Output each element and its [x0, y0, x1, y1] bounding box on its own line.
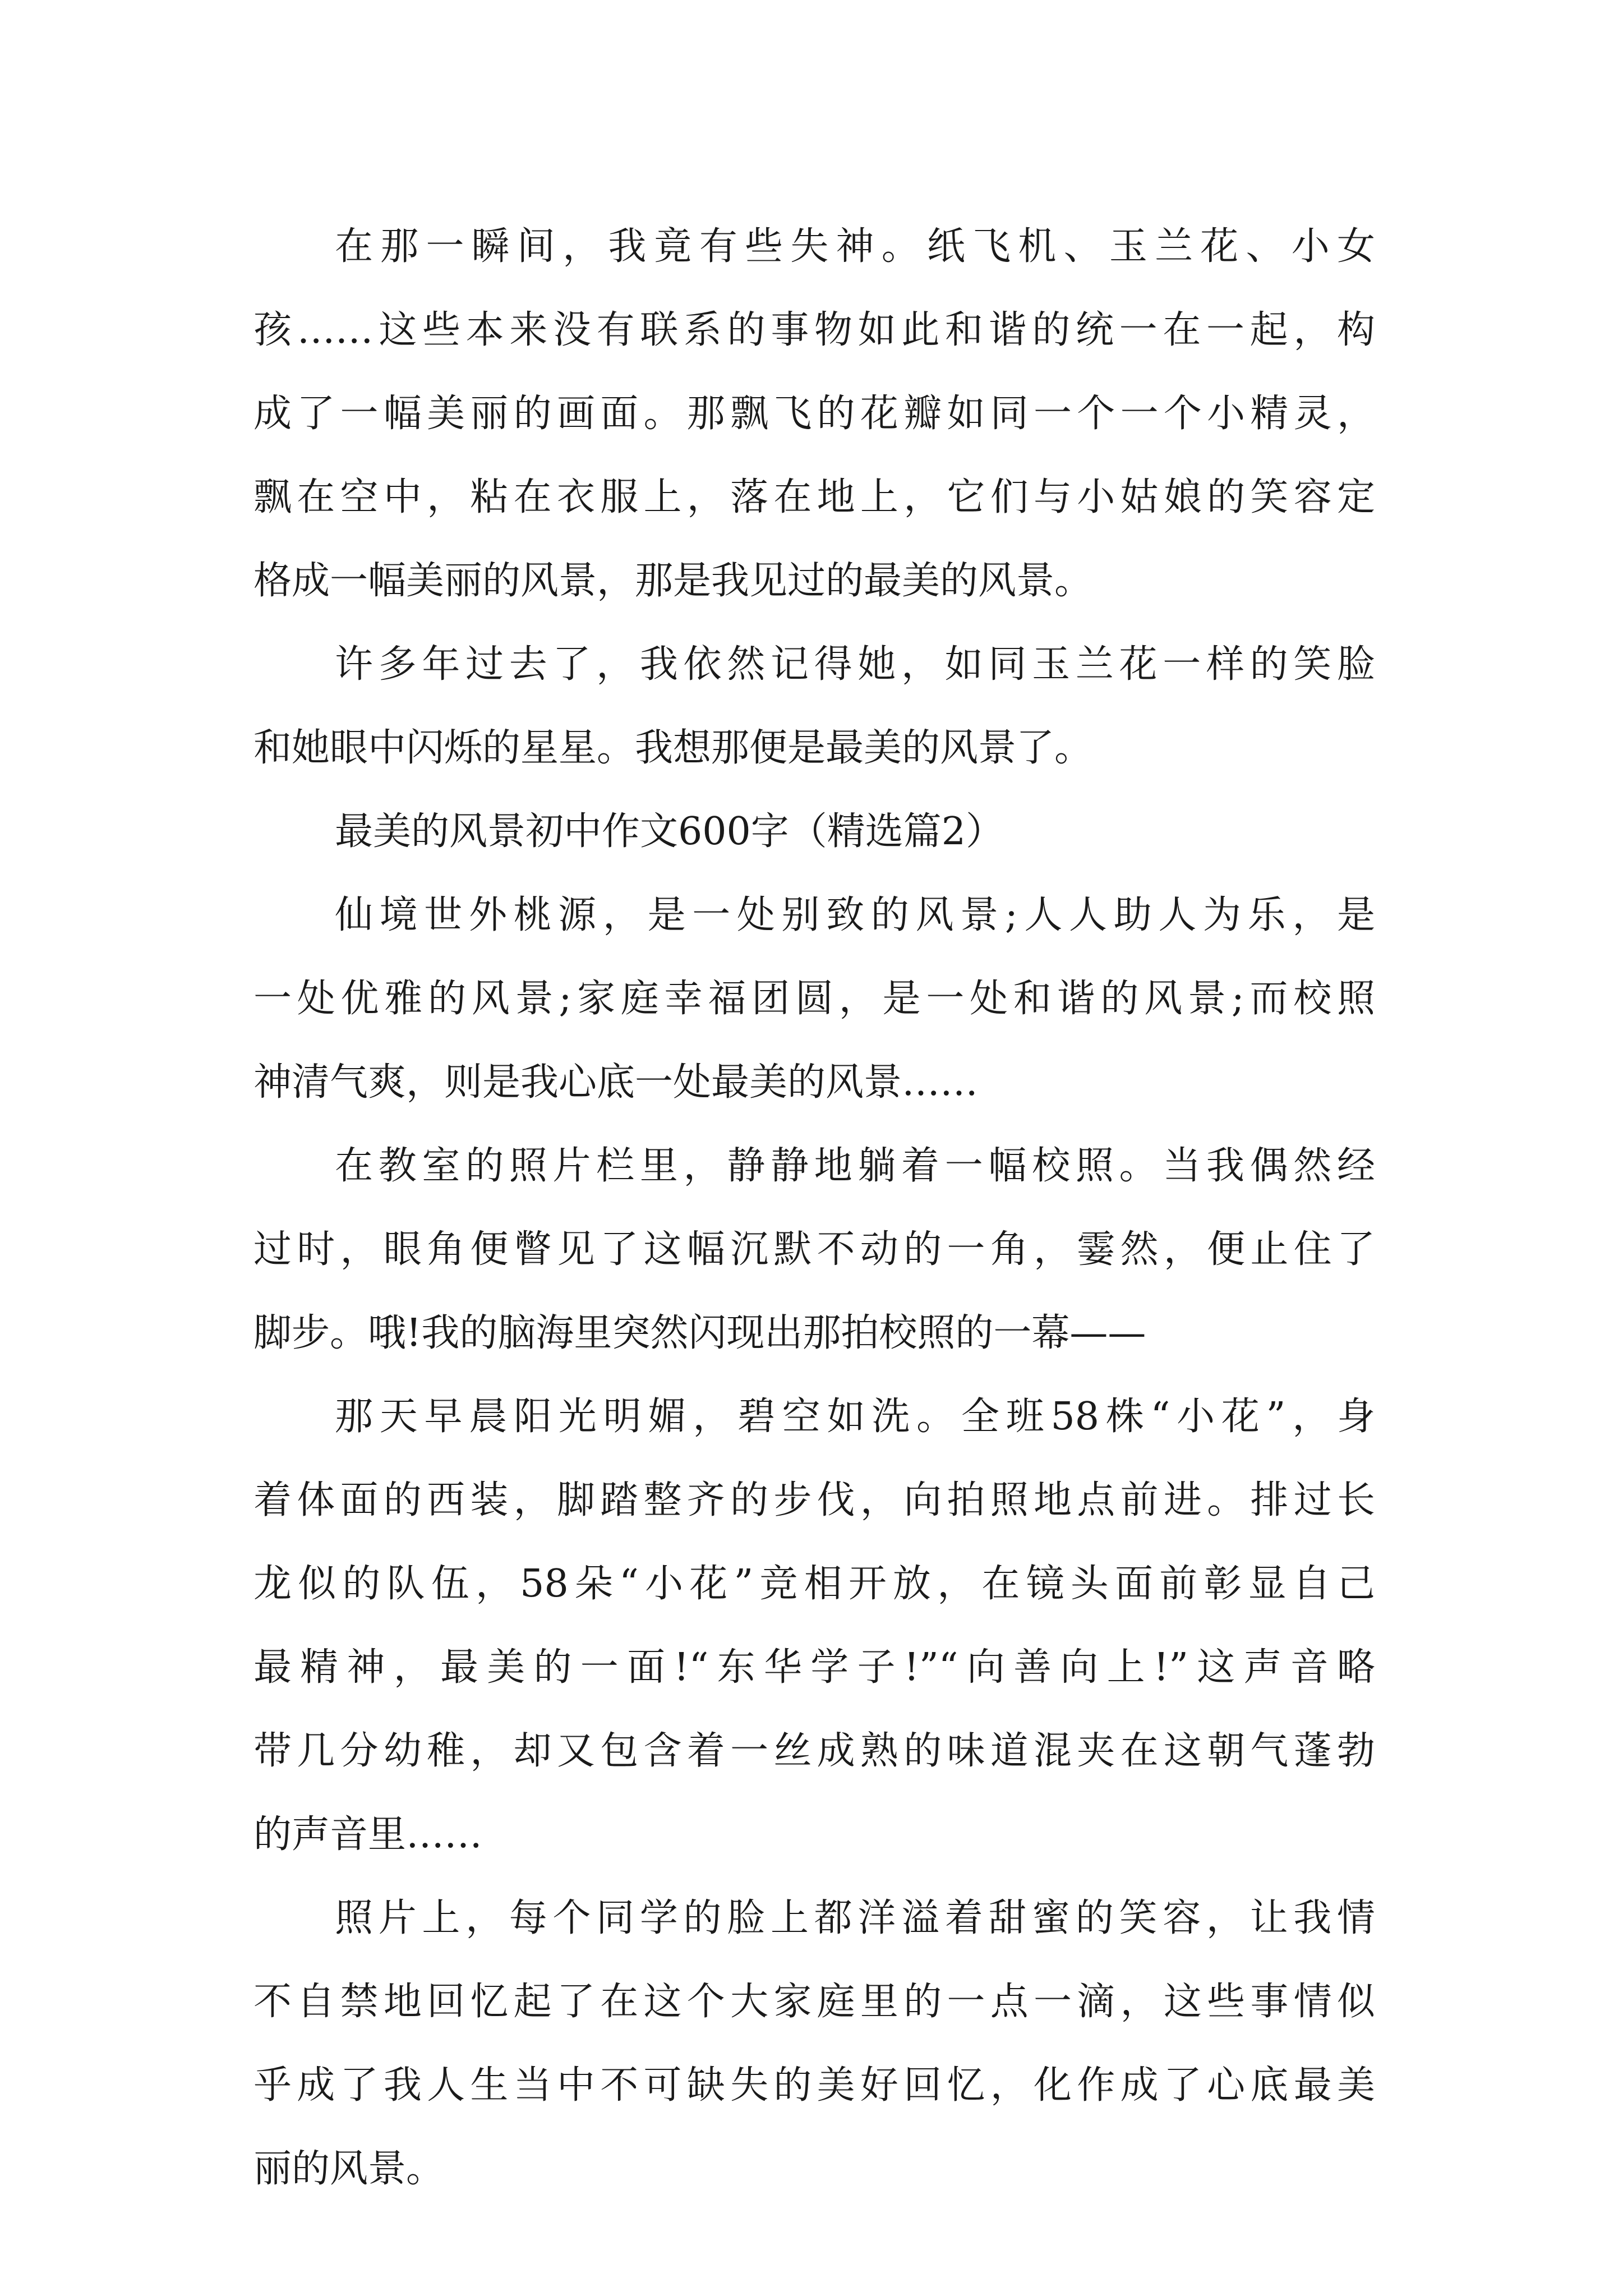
heading-line: 最美的风景初中作文600字（精选篇2） [335, 809, 1004, 854]
text-line: 乎成了我人生当中不可缺失的美好回忆，化作成了心底最美 [253, 2063, 1375, 2108]
text-line: 成了一幅美丽的画面。那飘飞的花瓣如同一个一个小精灵， [253, 392, 1375, 436]
paragraph-6 [253, 1876, 1375, 2211]
paragraph-4 [253, 1124, 1375, 1375]
text-line: 过时，眼角便瞥见了这幅沉默不动的一角，霎然，便止住了 [253, 1227, 1375, 1272]
text-line: 龙似的队伍，58朵“小花”竞相开放，在镜头面前彰显自己 [253, 1562, 1375, 1606]
text-line: 孩……这些本来没有联系的事物如此和谐的统一在一起，构 [253, 308, 1375, 352]
text-line: 飘在空中，粘在衣服上，落在地上，它们与小姑娘的笑容定 [253, 475, 1375, 519]
text-line: 丽的风景。 [253, 2147, 445, 2191]
text-line: 着体面的西装，脚踏整齐的步伐，向拍照地点前进。排过长 [253, 1478, 1375, 1522]
document-body [253, 205, 1375, 2211]
text-line: 的声音里…… [253, 1812, 483, 1857]
section-heading [253, 790, 1375, 873]
text-line: 和她眼中闪烁的星星。我想那便是最美的风景了。 [253, 726, 1093, 770]
paragraph-1 [253, 205, 1375, 623]
paragraph-2 [253, 623, 1375, 790]
text-line: 脚步。哦!我的脑海里突然闪现出那拍校照的一幕—— [253, 1311, 1146, 1355]
text-line: 照片上，每个同学的脸上都洋溢着甜蜜的笑容，让我情 [335, 1896, 1375, 1940]
text-line: 不自禁地回忆起了在这个大家庭里的一点一滴，这些事情似 [253, 1980, 1375, 2024]
text-line: 仙境世外桃源，是一处别致的风景;人人助人为乐，是 [335, 893, 1375, 937]
text-line: 那天早晨阳光明媚，碧空如洗。全班58株“小花”，身 [335, 1395, 1375, 1439]
text-line: 格成一幅美丽的风景，那是我见过的最美的风景。 [253, 559, 1093, 603]
paragraph-5 [253, 1375, 1375, 1876]
text-line: 在那一瞬间，我竟有些失神。纸飞机、玉兰花、小女 [335, 224, 1375, 269]
text-line: 许多年过去了，我依然记得她，如同玉兰花一样的笑脸 [335, 642, 1375, 687]
text-line: 在教室的照片栏里，静静地躺着一幅校照。当我偶然经 [335, 1144, 1375, 1188]
text-line: 神清气爽，则是我心底一处最美的风景…… [253, 1060, 979, 1105]
text-line: 最精神，最美的一面!“东华学子!”“向善向上!”这声音略 [253, 1645, 1375, 1690]
text-line: 带几分幼稚，却又包含着一丝成熟的味道混夹在这朝气蓬勃 [253, 1729, 1375, 1773]
text-line: 一处优雅的风景;家庭幸福团圆，是一处和谐的风景;而校照 [253, 977, 1375, 1021]
paragraph-3 [253, 873, 1375, 1124]
